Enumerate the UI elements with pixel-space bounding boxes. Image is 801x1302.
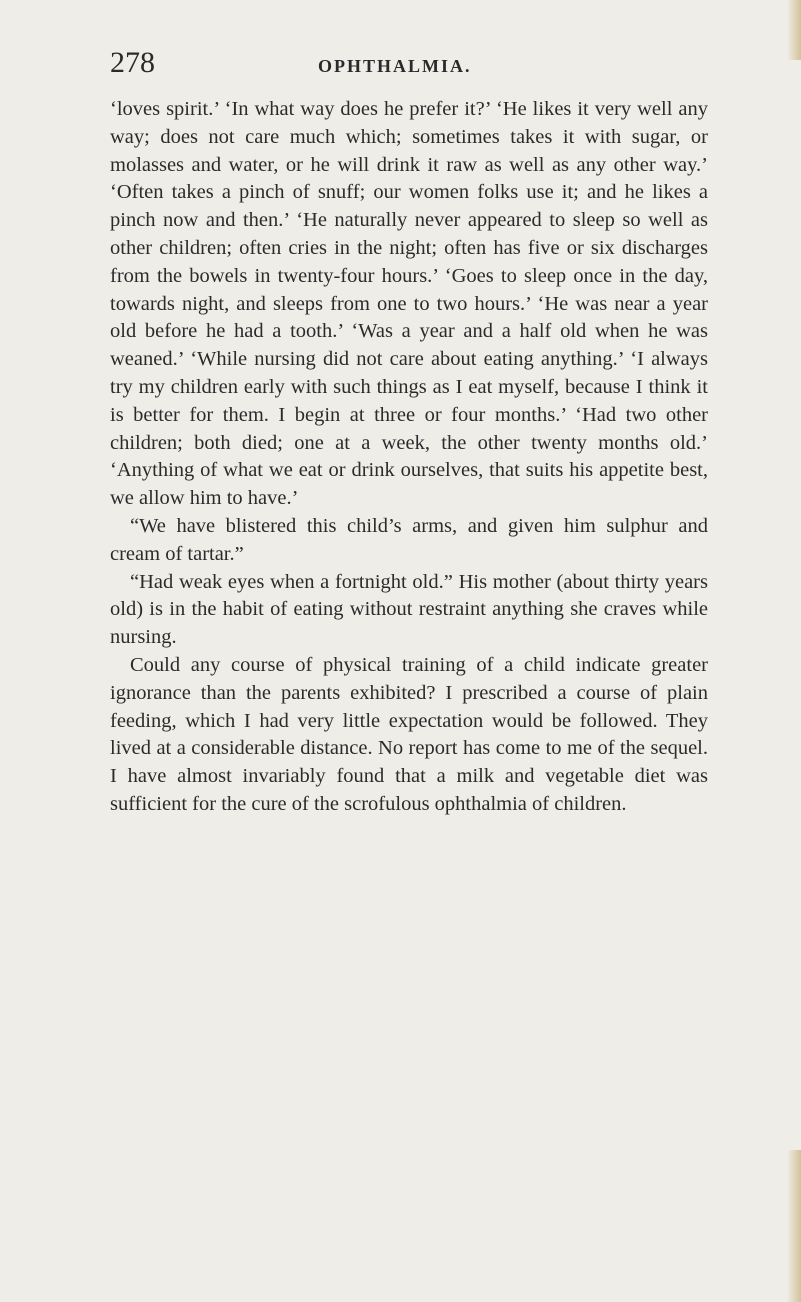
running-head: OPHTHALMIA. [318, 56, 472, 76]
page-number: 278 [110, 46, 155, 79]
page-header [110, 46, 730, 86]
body-text [110, 96, 708, 819]
paragraph-2: “We have blistered this child’s arms, and given him sulphur and cream of tartar.” [110, 514, 708, 565]
page-edge-stain-top [787, 0, 801, 60]
paragraph-4: Could any course of physical training of a child indicate greater ignorance than the parents exhibited? I prescribed a course of plain feeding, which I had very little expectation would be followed. They lived at a considerable distance. No report has come to me of the sequel. I have almost invariably found that a milk and vegetable diet was sufficient for the cure of the scrofulous ophthalmia of children. [110, 653, 708, 815]
paragraph-1: ‘loves spirit.’ ‘In what way does he prefer it?’ ‘He likes it very well any way; does not care much which; sometimes takes it with sugar, or molasses and water, or he will drink it raw as well as any other way.’ ‘Often takes a pinch of snuff; our women folks use it; and he likes a pinch now and then.’ ‘He naturally never appeared to sleep so well as other children; often cries in the night; often has five or six discharges from the bowels in twenty-four hours.’ ‘Goes to sleep once in the day, towards night, and sleeps from one to two hours.’ ‘He was near a year old before he had a tooth.’ ‘Was a year and a half old when he was weaned.’ ‘While nursing did not care about eating anything.’ ‘I always try my children early with such things as I eat myself, because I think it is better for them. I begin at three or four months.’ ‘Had two other children; both died; one at a week, the other twenty months old.’ ‘Anything of what we eat or drink ourselves, that suits his appetite best, we allow him to have.’ [110, 98, 708, 510]
paragraph-3: “Had weak eyes when a fortnight old.” His mother (about thirty years old) is in the habit of eating without restraint anything she craves while nursing. [110, 570, 708, 649]
page-edge-stain-bottom [787, 1150, 801, 1302]
